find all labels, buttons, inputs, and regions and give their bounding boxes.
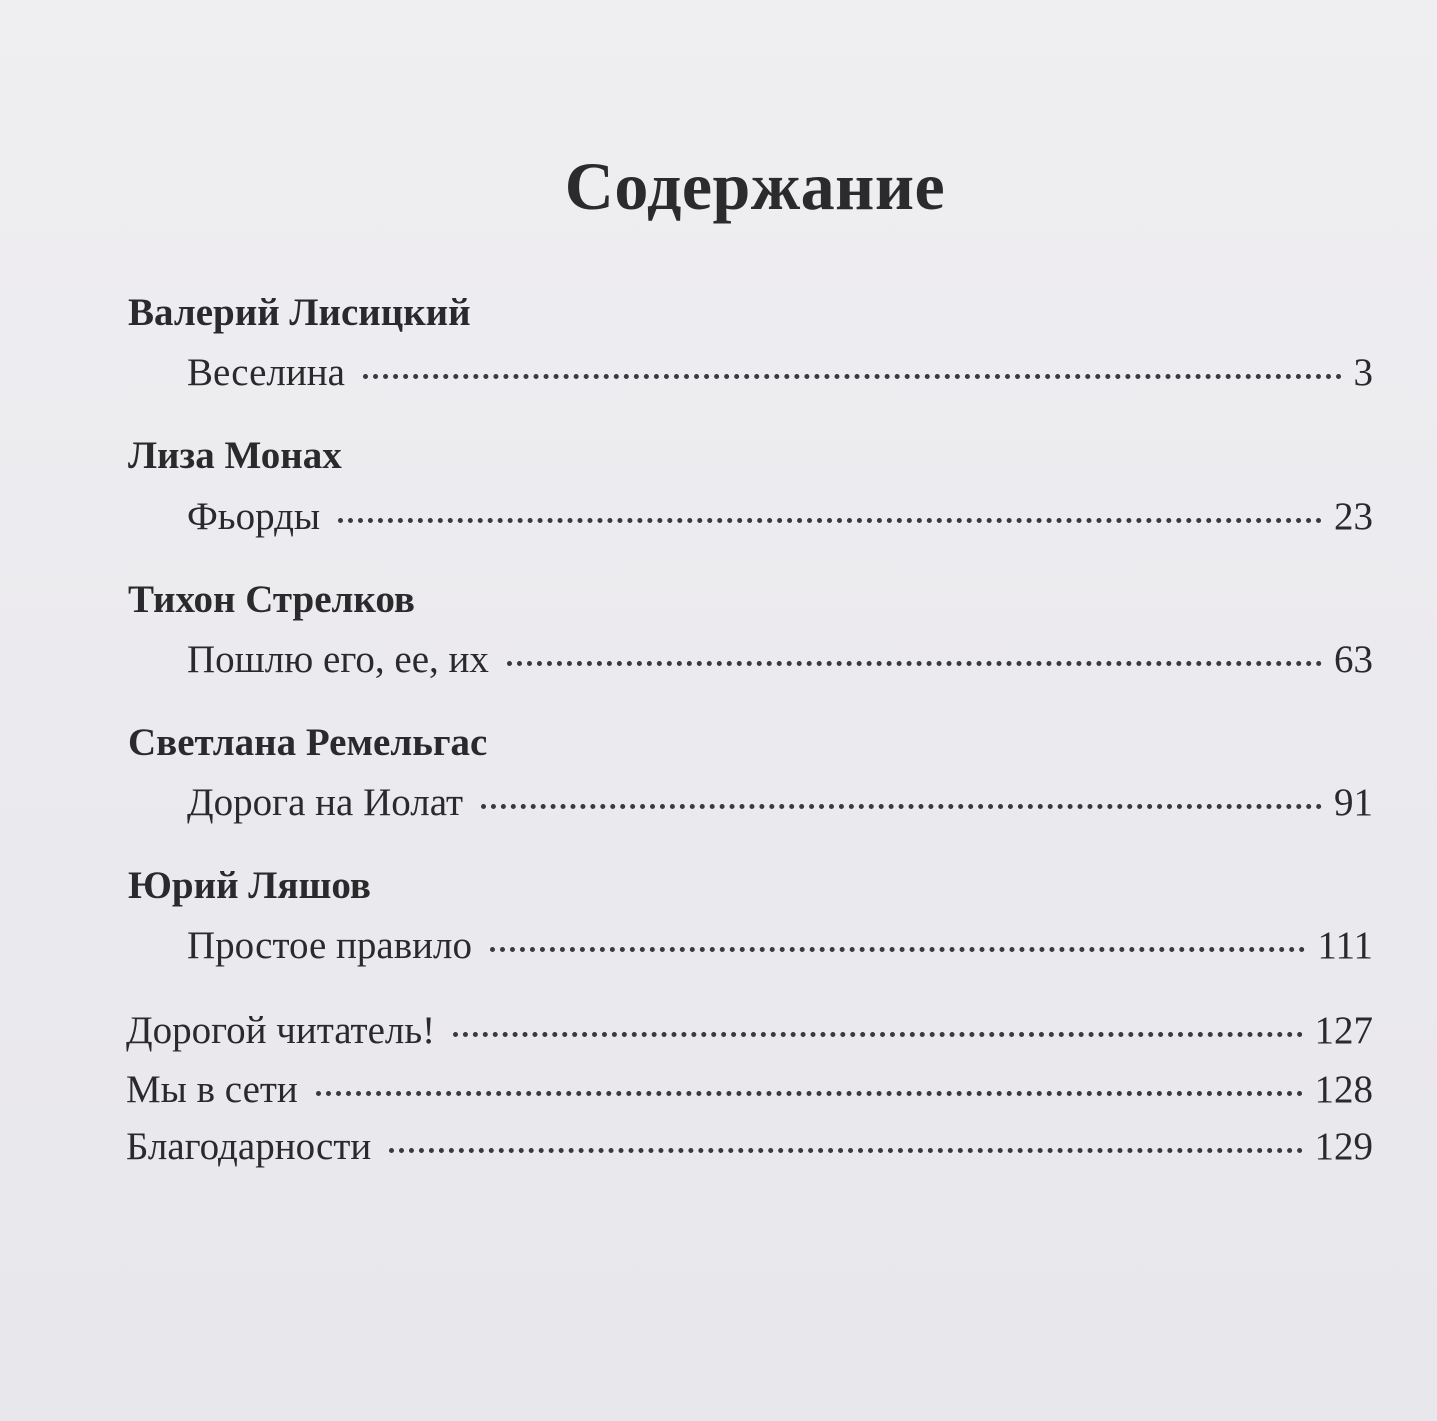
toc-page-number: 129 [1314,1125,1373,1168]
toc-entry-title: Фьорды [187,495,321,538]
toc-page-number: 91 [1334,781,1373,824]
toc-dot-leader [389,1148,1302,1153]
toc-author: Лиза Монах [128,434,342,477]
toc-page-number: 127 [1314,1009,1373,1052]
toc-entry-title: Дорогой читатель! [126,1009,436,1052]
toc-entry-title: Веселина [187,351,345,394]
toc-dot-leader [507,661,1322,666]
toc-entry [187,493,1373,541]
toc-entry [187,922,1373,970]
toc-page-number: 3 [1353,351,1373,394]
toc-author: Тихон Стрелков [128,578,415,621]
toc-dot-leader [453,1032,1302,1037]
toc-page-number: 63 [1334,638,1373,681]
toc-entry-title: Простое правило [187,924,472,967]
toc-entry [126,1123,1373,1171]
toc-dot-leader [490,947,1305,952]
toc-entry [126,1007,1373,1055]
toc-entry-title: Пошлю его, ее, их [187,638,489,681]
toc-dot-leader [338,518,1322,523]
toc-dot-leader [363,374,1342,379]
toc-entry [187,349,1373,397]
toc-author: Валерий Лисицкий [128,291,471,334]
toc-page-number: 23 [1334,495,1373,538]
page-title: Содержание [564,148,946,224]
toc-entry-title: Дорога на Иолат [187,781,464,824]
toc-dot-leader [316,1091,1303,1096]
toc-entry-title: Мы в сети [126,1068,298,1111]
toc-entry [187,636,1373,684]
toc-entry [126,1066,1373,1114]
toc-author: Юрий Ляшов [128,864,371,907]
toc-page-number: 128 [1314,1068,1373,1111]
toc-entry-title: Благодарности [126,1125,372,1168]
toc-dot-leader [481,804,1322,809]
toc-author: Светлана Ремельгас [128,721,488,764]
toc-page-number: 111 [1317,924,1373,967]
toc-entry [187,779,1373,827]
